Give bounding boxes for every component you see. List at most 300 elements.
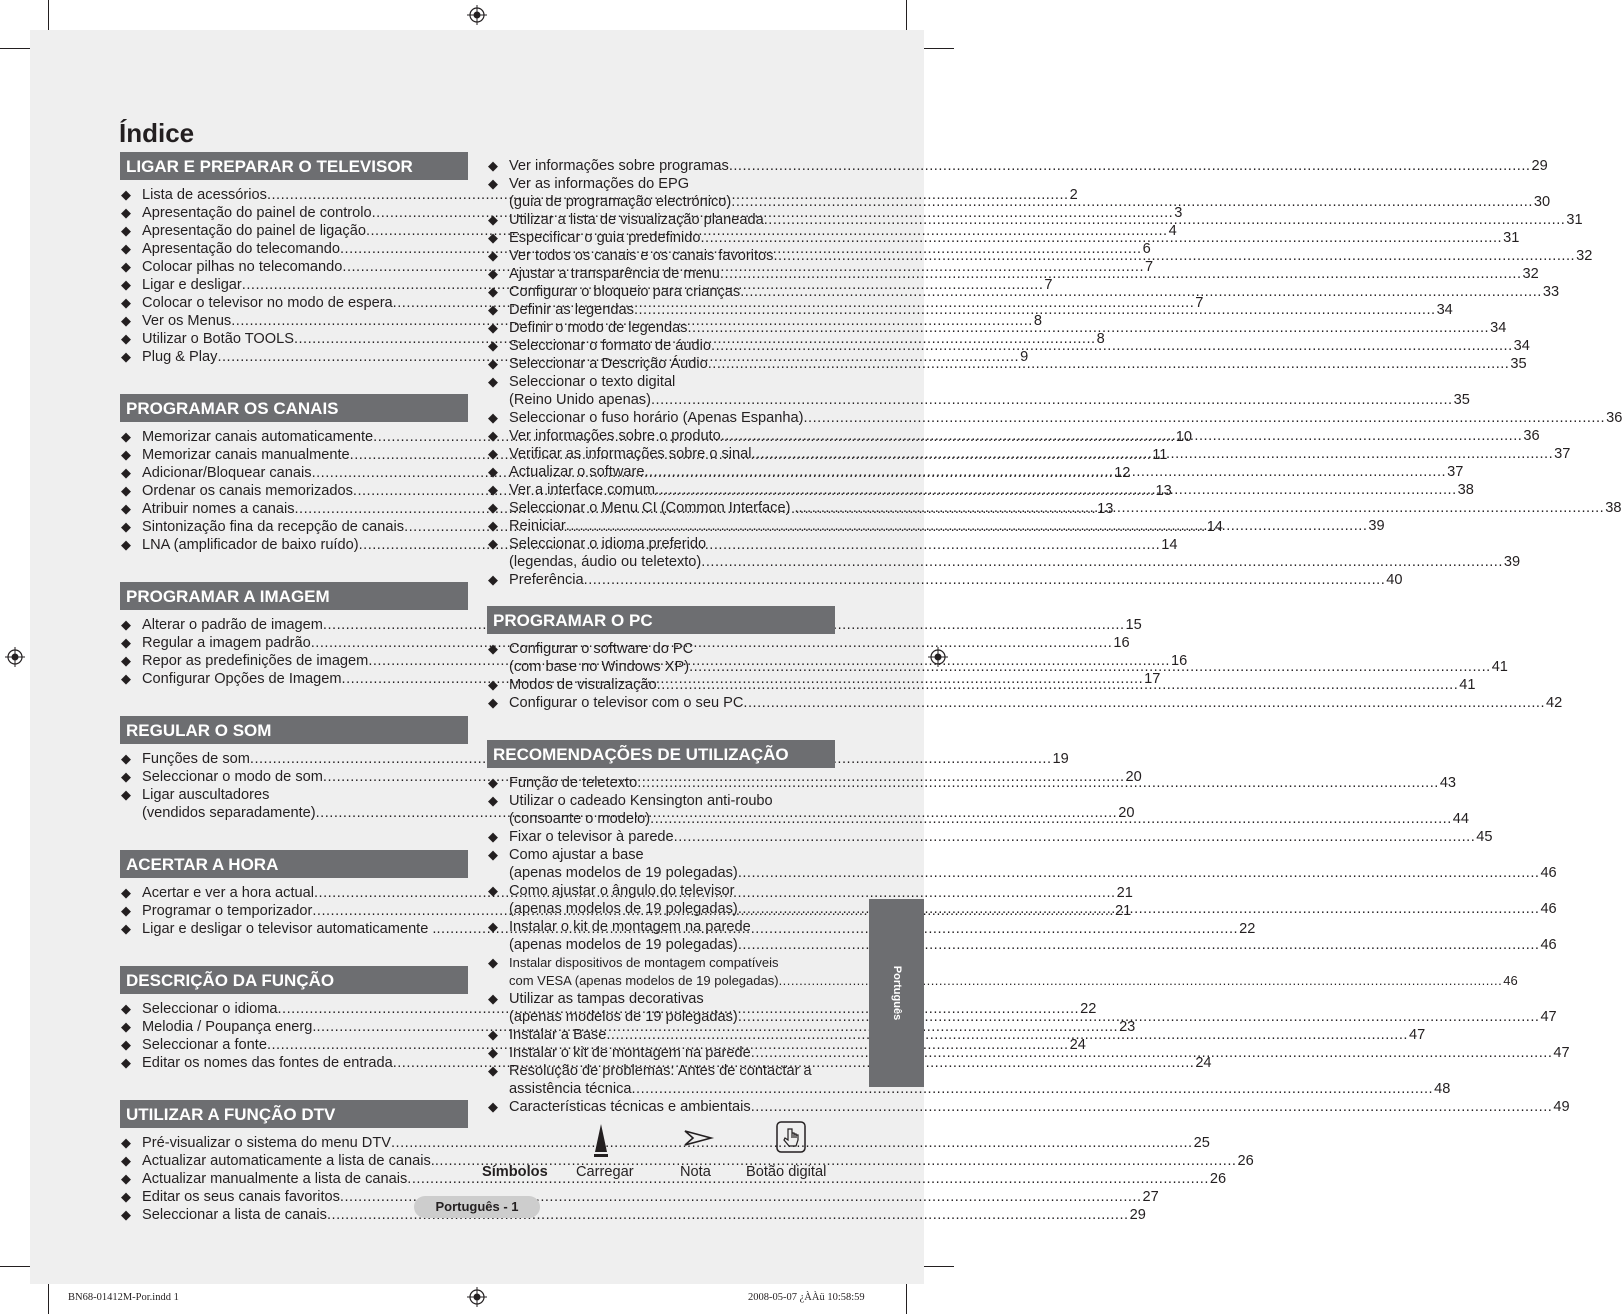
toc-page-number: 34	[1513, 338, 1530, 354]
toc-page-number: 10	[1175, 429, 1193, 445]
toc-entry-line	[509, 193, 1551, 211]
toc-entry-line	[509, 640, 835, 658]
toc-entry-line	[509, 1080, 1451, 1098]
toc-entry-text: Adicionar/Bloquear canais	[142, 465, 312, 481]
toc-page-number: 48	[1434, 1081, 1451, 1097]
symbol-button-label: Botão digital	[746, 1164, 827, 1180]
bullet-diamond-icon: ◆	[488, 1027, 498, 1042]
bullet-diamond-icon: ◆	[488, 991, 498, 1006]
bullet-diamond-icon: ◆	[121, 501, 131, 516]
toc-page-number: 34	[1490, 320, 1507, 336]
bullet-diamond-icon: ◆	[488, 338, 498, 353]
toc-entry-line	[509, 391, 1470, 409]
toc-entry	[487, 157, 1548, 175]
dot-leader	[687, 319, 1489, 337]
toc-page-number: 3	[1174, 205, 1183, 221]
bullet-diamond-icon: ◆	[121, 921, 131, 936]
bullet-diamond-icon: ◆	[121, 671, 131, 686]
toc-page-number: 47	[1408, 1027, 1426, 1043]
toc-entry-text: Repor as predefinições de imagem	[142, 653, 369, 669]
dot-leader	[803, 499, 1605, 517]
bullet-diamond-icon: ◆	[488, 230, 498, 245]
toc-entry-text: Ver informações sobre o produto	[509, 428, 721, 444]
toc-page-number: 41	[1491, 659, 1508, 675]
toc-page-number: 37	[1447, 464, 1464, 480]
toc-page-number: 36	[1606, 410, 1622, 426]
dot-leader	[674, 828, 1476, 846]
toc-entry-text: Instalar dispositivos de montagem compatíveis	[509, 955, 779, 970]
crop-mark	[0, 1266, 30, 1267]
toc-entry-text: Apresentação do painel de controlo	[142, 205, 372, 221]
bullet-diamond-icon: ◆	[121, 635, 131, 650]
toc-entry	[120, 1134, 1210, 1152]
toc-entry-line	[509, 954, 835, 972]
toc-entry-text: Alterar o padrão de imagem	[142, 617, 323, 633]
toc-entry-text: Ver a interface comum	[509, 482, 656, 498]
toc-entry-line	[509, 1062, 835, 1080]
toc-entry-text: Apresentação do painel de ligação	[142, 223, 366, 239]
bullet-diamond-icon: ◆	[488, 482, 498, 497]
toc-page-number: 27	[1142, 1189, 1159, 1205]
language-side-tab	[869, 899, 924, 1087]
toc-entry-text: Utilizar o Botão TOOLS	[142, 331, 294, 347]
dot-leader	[752, 445, 1554, 463]
toc-entry-text: Apresentação do telecomando	[142, 241, 340, 257]
toc-entry-text: Utilizar o cadeado Kensington anti-roubo	[509, 793, 773, 809]
toc-page-number: 15	[1125, 617, 1142, 633]
toc-entry-line	[509, 409, 1622, 427]
toc-page-number: 26	[1237, 1153, 1254, 1169]
toc-page-number: 31	[1566, 212, 1583, 228]
toc-entry-text: Melodia / Poupança energ.	[142, 1019, 317, 1035]
toc-page-number: 35	[1453, 392, 1470, 408]
crop-mark	[906, 1284, 907, 1314]
bullet-diamond-icon: ◆	[121, 483, 131, 498]
registration-mark-icon	[467, 1287, 487, 1307]
toc-entry-line	[509, 553, 1521, 571]
bullet-diamond-icon: ◆	[488, 536, 498, 551]
bullet-diamond-icon: ◆	[121, 903, 131, 918]
toc-page-number: 24	[1195, 1055, 1212, 1071]
toc-page-number: 17	[1144, 671, 1161, 687]
dot-leader	[731, 193, 1533, 211]
toc-page-number: 16	[1170, 653, 1188, 669]
toc-entry	[487, 319, 1507, 337]
section-heading: PROGRAMAR A IMAGEM	[120, 582, 468, 610]
dot-leader	[803, 409, 1605, 427]
toc-entry-text: Programar o temporizador	[142, 903, 313, 919]
toc-entry-text: Preferência	[509, 572, 584, 588]
toc-entry-line	[509, 337, 1530, 355]
section-heading: LIGAR E PREPARAR O TELEVISOR	[120, 152, 468, 180]
toc-page-number: 44	[1452, 811, 1470, 827]
toc-entry-text: (consoante o modelo)	[509, 811, 651, 827]
toc-page-number: 35	[1510, 356, 1527, 372]
bullet-diamond-icon: ◆	[488, 158, 498, 173]
toc-entry-text: (apenas modelos de 19 polegadas)	[509, 901, 738, 917]
toc-entry-text: Ajustar a transparência de menu	[509, 266, 720, 282]
symbols-legend	[478, 1120, 838, 1190]
section-heading: REGULAR O SOM	[120, 716, 468, 744]
dot-leader	[637, 774, 1439, 792]
toc-entry-line	[509, 918, 835, 936]
bullet-diamond-icon: ◆	[488, 572, 498, 587]
toc-entry-line	[509, 229, 1520, 247]
toc-entry	[487, 301, 1453, 319]
dot-leader	[584, 571, 1386, 589]
dot-leader	[720, 265, 1522, 283]
toc-entry	[487, 337, 1530, 355]
dot-leader	[566, 517, 1368, 535]
toc-entry-line	[509, 265, 1539, 283]
bullet-diamond-icon: ◆	[121, 1153, 131, 1168]
bullet-diamond-icon: ◆	[488, 1063, 498, 1078]
section-spacer	[120, 366, 468, 394]
toc-entry	[487, 229, 1520, 247]
bullet-diamond-icon: ◆	[488, 428, 498, 443]
bullet-diamond-icon: ◆	[488, 356, 498, 371]
bullet-diamond-icon: ◆	[121, 1055, 131, 1070]
section-heading: RECOMENDAÇÕES DE UTILIZAÇÃO	[487, 740, 835, 768]
dot-leader	[701, 553, 1503, 571]
one-touch-button-icon	[775, 1120, 807, 1154]
toc-page-number: 22	[1239, 921, 1256, 937]
toc-entry-text: Como ajustar a base	[509, 847, 644, 863]
crop-mark	[924, 48, 954, 49]
toc-entry-text: Seleccionar o fuso horário (Apenas Espanha)	[509, 410, 804, 426]
toc-page-number: 9	[1020, 349, 1029, 365]
toc-page-number: 37	[1554, 446, 1571, 462]
toc-entry-text: Seleccionar o texto digital	[509, 374, 676, 390]
toc-entry-text: Acertar e ver a hora actual	[142, 885, 314, 901]
bullet-diamond-icon: ◆	[121, 331, 131, 346]
bullet-diamond-icon: ◆	[121, 1135, 131, 1150]
toc-entry-text: (apenas modelos de 19 polegadas)	[509, 865, 738, 881]
section-heading: UTILIZAR A FUNÇÃO DTV	[120, 1100, 468, 1128]
toc-page-number: 22	[1080, 1001, 1097, 1017]
toc-entry-text: Actualizar automaticamente a lista de canais.	[142, 1153, 435, 1169]
page-title: Índice	[119, 118, 195, 148]
dot-leader	[651, 391, 1453, 409]
toc-entry-text: Configurar o software do PC	[509, 641, 694, 657]
toc-entry-text: Configurar Opções de Imagem	[142, 671, 342, 687]
dot-leader	[773, 247, 1575, 265]
dot-leader	[700, 229, 1502, 247]
toc-entry	[487, 846, 1557, 882]
toc-entry-text: Definir as legendas	[509, 302, 634, 318]
toc-entry-text: Memorizar canais automaticamente	[142, 429, 374, 445]
toc-entry-text: Regular a imagem padrão	[142, 635, 311, 651]
toc-entry-text: Especificar o guia predefinido	[509, 230, 701, 246]
symbols-title: Símbolos	[482, 1164, 548, 1180]
dot-leader	[751, 1098, 1553, 1116]
section-spacer	[120, 1072, 468, 1100]
bullet-diamond-icon: ◆	[121, 465, 131, 480]
toc-entry-line	[509, 301, 1453, 319]
dot-leader	[689, 658, 1491, 676]
toc-entry-text: Plug & Play	[142, 349, 218, 365]
toc-entry-text: Definir o modo de legendas	[509, 320, 688, 336]
toc-entry-text: (legendas, áudio ou teletexto)	[509, 554, 702, 570]
toc-entry-text: Seleccionar o formato de áudio	[509, 338, 712, 354]
toc-page-number: 2	[1069, 187, 1078, 203]
toc-page-number: 32	[1522, 266, 1539, 282]
toc-page-number: 24	[1069, 1037, 1086, 1053]
bullet-diamond-icon: ◆	[488, 212, 498, 227]
toc-entry-line	[142, 786, 468, 804]
toc-entry-text: Reiniciar	[509, 518, 566, 534]
bullet-diamond-icon: ◆	[121, 259, 131, 274]
dot-leader	[606, 1026, 1408, 1044]
toc-page-number: 33	[1542, 284, 1560, 300]
bullet-diamond-icon: ◆	[121, 537, 131, 552]
toc-page-number: 16	[1113, 635, 1130, 651]
toc-entry-text: Seleccionar o idioma preferido	[509, 536, 707, 552]
toc-page-number: 25	[1193, 1135, 1210, 1151]
toc-entry	[487, 1098, 1570, 1116]
toc-entry-text: Ordenar os canais memorizados	[142, 483, 353, 499]
toc-page-number: 21	[1114, 903, 1132, 919]
section-heading: PROGRAMAR O PC	[487, 606, 835, 634]
toc-page-number: 29	[1129, 1207, 1146, 1223]
toc-entry-line	[509, 694, 1563, 712]
toc-entry-text: Modos de visualização	[509, 677, 657, 693]
dot-leader	[729, 157, 1531, 175]
toc-entry-text: Ver informações sobre programas	[509, 158, 729, 174]
dot-leader	[711, 337, 1513, 355]
toc-entry-text: (com base no Windows XP)	[509, 659, 690, 675]
bullet-diamond-icon: ◆	[488, 302, 498, 317]
toc-entry-text: Utilizar a lista de visualização planeada	[509, 212, 764, 228]
toc-entry-text: Seleccionar a fonte	[142, 1037, 267, 1053]
toc-entry-line	[509, 373, 835, 391]
dot-leader	[650, 810, 1452, 828]
toc-page-number: 7	[1145, 259, 1154, 275]
toc-page-number: 39	[1368, 518, 1385, 534]
toc-page-number: 46	[1540, 865, 1557, 881]
toc-page-number: 14	[1206, 519, 1223, 535]
toc-entry-line	[509, 319, 1507, 337]
toc-entry-text: Atribuir nomes a canais	[142, 501, 295, 517]
bullet-diamond-icon: ◆	[488, 410, 498, 425]
toc-page-number: 11	[1152, 447, 1168, 463]
bullet-diamond-icon: ◆	[121, 787, 131, 802]
toc-page-number: 14	[1161, 537, 1178, 553]
toc-entry-line	[509, 283, 1560, 301]
bullet-diamond-icon: ◆	[488, 446, 498, 461]
toc-entry-text: Ver as informações do EPG	[509, 176, 690, 192]
dot-leader	[632, 1080, 1434, 1098]
symbol-note-label: Nota	[680, 1164, 711, 1180]
toc-entry-text: Pré-visualizar o sistema do menu DTV	[142, 1135, 391, 1151]
toc-entry-line	[509, 175, 835, 193]
toc-page-number: 42	[1546, 695, 1563, 711]
bullet-diamond-icon: ◆	[488, 793, 498, 808]
bullet-diamond-icon: ◆	[488, 677, 498, 692]
toc-entry-text: (apenas modelos de 19 polegadas)	[509, 937, 738, 953]
section-spacer	[120, 554, 468, 582]
bullet-diamond-icon: ◆	[121, 223, 131, 238]
toc-page-number: 23	[1119, 1019, 1136, 1035]
bullet-diamond-icon: ◆	[121, 519, 131, 534]
section-spacer	[120, 688, 468, 716]
bullet-diamond-icon: ◆	[488, 500, 498, 515]
bullet-diamond-icon: ◆	[121, 447, 131, 462]
toc-entry-line	[509, 157, 1548, 175]
crop-mark	[924, 1266, 954, 1267]
toc-page-number: 20	[1125, 769, 1142, 785]
toc-entry	[487, 283, 1560, 301]
section-heading: DESCRIÇÃO DA FUNÇÃO	[120, 966, 468, 994]
dot-leader	[657, 676, 1459, 694]
bullet-diamond-icon: ◆	[488, 248, 498, 263]
dot-leader	[738, 1008, 1540, 1026]
dot-leader	[738, 900, 1540, 918]
toc-page-number: 46	[1540, 937, 1557, 953]
toc-page-number: 31	[1503, 230, 1520, 246]
toc-entry-text: Como ajustar o ângulo do televisor	[509, 883, 735, 899]
toc-entry-text: Actualizar manualmente a lista de canais	[142, 1171, 408, 1187]
toc-entry-line	[142, 1152, 1254, 1170]
toc-page-number: 4	[1168, 223, 1177, 239]
dot-leader	[708, 355, 1510, 373]
toc-entry-text: Verificar as informações sobre o sinal	[509, 446, 752, 462]
toc-page-number: 47	[1553, 1045, 1570, 1061]
toc-page-number: 38	[1605, 500, 1622, 516]
bullet-diamond-icon: ◆	[121, 295, 131, 310]
toc-entry-text: Funções de som	[142, 751, 250, 767]
toc-entry-text: Seleccionar o Menu CI (Common Interface) ..	[509, 500, 803, 516]
bullet-diamond-icon: ◆	[488, 641, 498, 656]
toc-entry-text: (guia de programação electrónico)	[509, 194, 732, 210]
bullet-diamond-icon: ◆	[488, 1045, 498, 1060]
section-spacer	[120, 822, 468, 850]
note-arrow-icon	[683, 1130, 713, 1146]
toc-page-number: 41	[1459, 677, 1476, 693]
dot-leader	[738, 936, 1540, 954]
toc-page-number: 39	[1503, 554, 1521, 570]
crop-mark	[0, 48, 30, 49]
toc-page-number: 32	[1576, 248, 1593, 264]
dot-leader	[740, 283, 1542, 301]
toc-page-number: 45	[1476, 829, 1493, 845]
toc-page-number: 29	[1531, 158, 1548, 174]
toc-entry-line	[142, 1134, 1210, 1152]
toc-entry-line	[509, 535, 835, 553]
bullet-diamond-icon: ◆	[488, 695, 498, 710]
toc-page-number: 20	[1118, 805, 1135, 821]
toc-entry-text: (vendidos separadamente)	[142, 805, 316, 821]
registration-mark-icon	[5, 647, 25, 667]
bullet-diamond-icon: ◆	[488, 464, 498, 479]
bullet-diamond-icon: ◆	[488, 1099, 498, 1114]
toc-entry-line	[509, 571, 1403, 589]
toc-entry-text: Resolução de problemas: Antes de contactar a	[509, 1063, 812, 1079]
crop-mark	[48, 1284, 49, 1314]
bullet-diamond-icon: ◆	[121, 349, 131, 364]
bullet-diamond-icon: ◆	[488, 847, 498, 862]
toc-entry-line	[509, 828, 1493, 846]
bullet-diamond-icon: ◆	[488, 919, 498, 934]
toc-entry-text: assistência técnica	[509, 1081, 632, 1097]
toc-entry-line	[509, 1098, 1570, 1116]
toc-entry-text: Seleccionar a Descrição Áudio	[509, 356, 708, 372]
bullet-diamond-icon: ◆	[121, 187, 131, 202]
bullet-diamond-icon: ◆	[121, 769, 131, 784]
toc-entry-text: Configurar o televisor com o seu PC	[509, 695, 744, 711]
bullet-diamond-icon: ◆	[488, 176, 498, 191]
toc-entry-text: Ligar auscultadores	[142, 787, 270, 803]
toc-entry-text: Editar os seus canais favoritos	[142, 1189, 340, 1205]
bullet-diamond-icon: ◆	[121, 1037, 131, 1052]
crop-mark	[48, 0, 49, 30]
bullet-diamond-icon: ◆	[488, 955, 498, 970]
dot-leader	[764, 211, 1566, 229]
page-number-badge: Português - 1	[414, 1196, 540, 1218]
toc-entry-line	[509, 936, 1557, 954]
registration-mark-icon	[467, 5, 487, 25]
bullet-diamond-icon: ◆	[488, 284, 498, 299]
toc-page-number: 12	[1114, 465, 1131, 481]
bullet-diamond-icon: ◆	[121, 751, 131, 766]
toc-entry-text: Ver os Menus	[142, 313, 232, 329]
toc-entry-text: Editar os nomes das fontes de entrada	[142, 1055, 393, 1071]
toc-page-number: 26	[1209, 1171, 1227, 1187]
bullet-diamond-icon: ◆	[488, 266, 498, 281]
toc-entry-text: Seleccionar a lista de canais	[142, 1207, 327, 1223]
toc-entry-text: Fixar o televisor à parede	[509, 829, 674, 845]
section-spacer	[487, 712, 835, 740]
toc-entry-text: Ligar e desligar	[142, 277, 242, 293]
toc-entry	[487, 571, 1403, 589]
toc-entry-text: Características técnicas e ambientais	[509, 1099, 751, 1115]
press-arrow-icon	[591, 1122, 611, 1158]
bullet-diamond-icon: ◆	[488, 775, 498, 790]
bullet-diamond-icon: ◆	[121, 1019, 131, 1034]
toc-entry-line	[509, 972, 1518, 990]
bullet-diamond-icon: ◆	[121, 429, 131, 444]
toc-entry-text: LNA (amplificador de baixo ruído)	[142, 537, 359, 553]
language-side-tab-label: Português	[891, 965, 903, 1021]
toc-entry-text: Colocar o televisor no modo de espera	[142, 295, 393, 311]
bullet-diamond-icon: ◆	[121, 653, 131, 668]
toc-entry-text: Função de teletexto	[509, 775, 638, 791]
toc-page-number: 8	[1096, 331, 1105, 347]
dot-leader	[743, 694, 1545, 712]
section-heading: ACERTAR A HORA	[120, 850, 468, 878]
toc-entry	[120, 1152, 1254, 1170]
bullet-diamond-icon: ◆	[121, 205, 131, 220]
toc-page-number: 19	[1052, 751, 1069, 767]
bullet-diamond-icon: ◆	[121, 885, 131, 900]
toc-page-number: 43	[1439, 775, 1457, 791]
bullet-diamond-icon: ◆	[121, 1207, 131, 1222]
toc-page-number: 13	[1155, 483, 1172, 499]
toc-entry-line	[509, 864, 1557, 882]
toc-entry-text: Seleccionar o modo de som	[142, 769, 323, 785]
bullet-diamond-icon: ◆	[488, 883, 498, 898]
toc-entry	[487, 828, 1493, 846]
print-slug-right: 2008-05-07 ¿ÀÀü 10:58:59	[748, 1292, 865, 1303]
toc-entry-text: (Reino Unido apenas)	[509, 392, 651, 408]
toc-entry-text: Lista de acessórios	[142, 187, 267, 203]
toc-page-number: 40	[1386, 572, 1403, 588]
bullet-diamond-icon: ◆	[121, 313, 131, 328]
bullet-diamond-icon: ◆	[121, 277, 131, 292]
toc-entry	[487, 373, 1470, 409]
toc-entry-text: Sintonização fina da recepção de canais	[142, 519, 405, 535]
toc-entry-text: (apenas modelos de 19 polegadas)	[509, 1009, 738, 1025]
